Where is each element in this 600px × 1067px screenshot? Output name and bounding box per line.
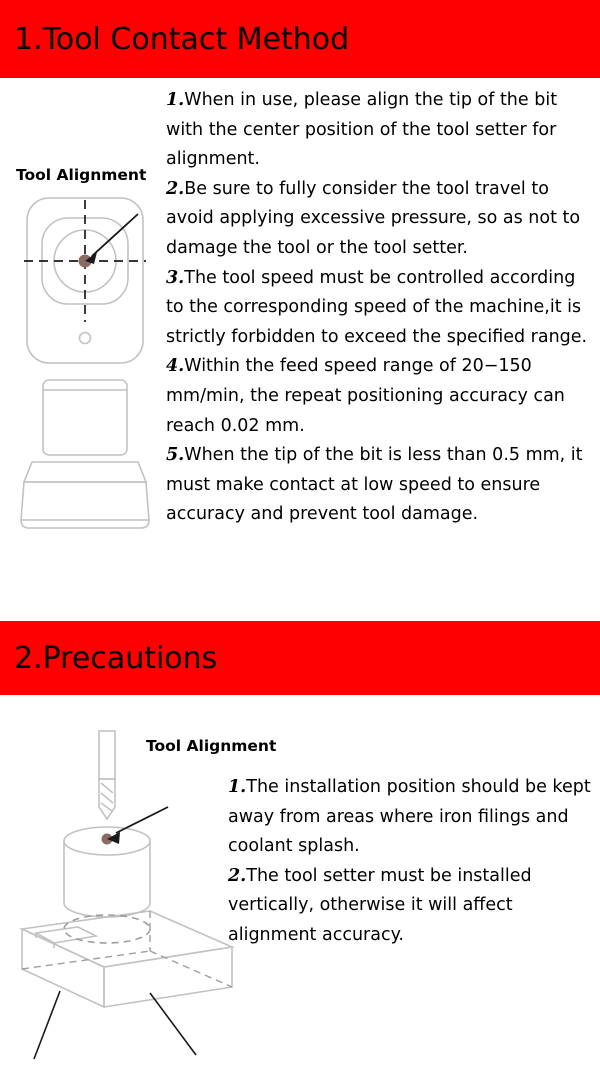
- section-header-1: [0, 0, 600, 78]
- list-item: [166, 175, 594, 264]
- item-number: 1.: [166, 90, 185, 110]
- item-number: 3.: [166, 267, 185, 288]
- tool-setter-figure: [10, 190, 160, 630]
- figure-caption-tool-alignment-1: Tool Alignment: [16, 166, 147, 184]
- list-item: [166, 264, 594, 353]
- list-item: [228, 773, 594, 862]
- tool-setter-isometric-figure: [0, 715, 240, 1065]
- item-text: The installation position should be kept away from areas where iron filings and coolant splash.: [228, 777, 591, 857]
- item-number: 5.: [166, 445, 185, 466]
- item-text: Within the feed speed range of 20−150 mm/min, the repeat positioning accuracy can reach 0.02 mm.: [166, 356, 565, 436]
- section-title-1: 1.Tool Contact Method: [14, 21, 350, 57]
- item-text: When the tip of the bit is less than 0.5 mm, it must make contact at low speed to ensure accuracy and prevent tool damage.: [166, 445, 583, 525]
- section-header-2: [0, 621, 600, 695]
- item-number: 1.: [228, 777, 247, 797]
- item-text: The tool setter must be installed vertically, otherwise it will affect alignment accuracy.: [228, 865, 532, 945]
- list-item: [166, 86, 594, 175]
- list-item: [228, 862, 594, 951]
- item-text: When in use, please align the tip of the bit with the center position of the tool setter for alignment.: [166, 90, 558, 170]
- section-body-1: [0, 78, 600, 621]
- list-item: [166, 352, 594, 441]
- section-title-2: 2.Precautions: [14, 640, 218, 676]
- list-item: [166, 441, 594, 530]
- item-number: 2.: [166, 178, 185, 199]
- item-text: The tool speed must be controlled according to the corresponding speed of the machine,it is strictly forbidden to exceed the specified range.: [166, 267, 588, 347]
- item-number: 2.: [228, 865, 247, 886]
- section-body-2: [0, 695, 600, 1067]
- section-2-text: [228, 773, 594, 951]
- section-1-text: [166, 86, 594, 530]
- item-number: 4.: [166, 356, 185, 377]
- item-text: Be sure to fully consider the tool travel to avoid applying excessive pressure, so as not to damage the tool or the tool setter.: [166, 178, 581, 258]
- figure-caption-tool-alignment-2: Tool Alignment: [146, 737, 277, 755]
